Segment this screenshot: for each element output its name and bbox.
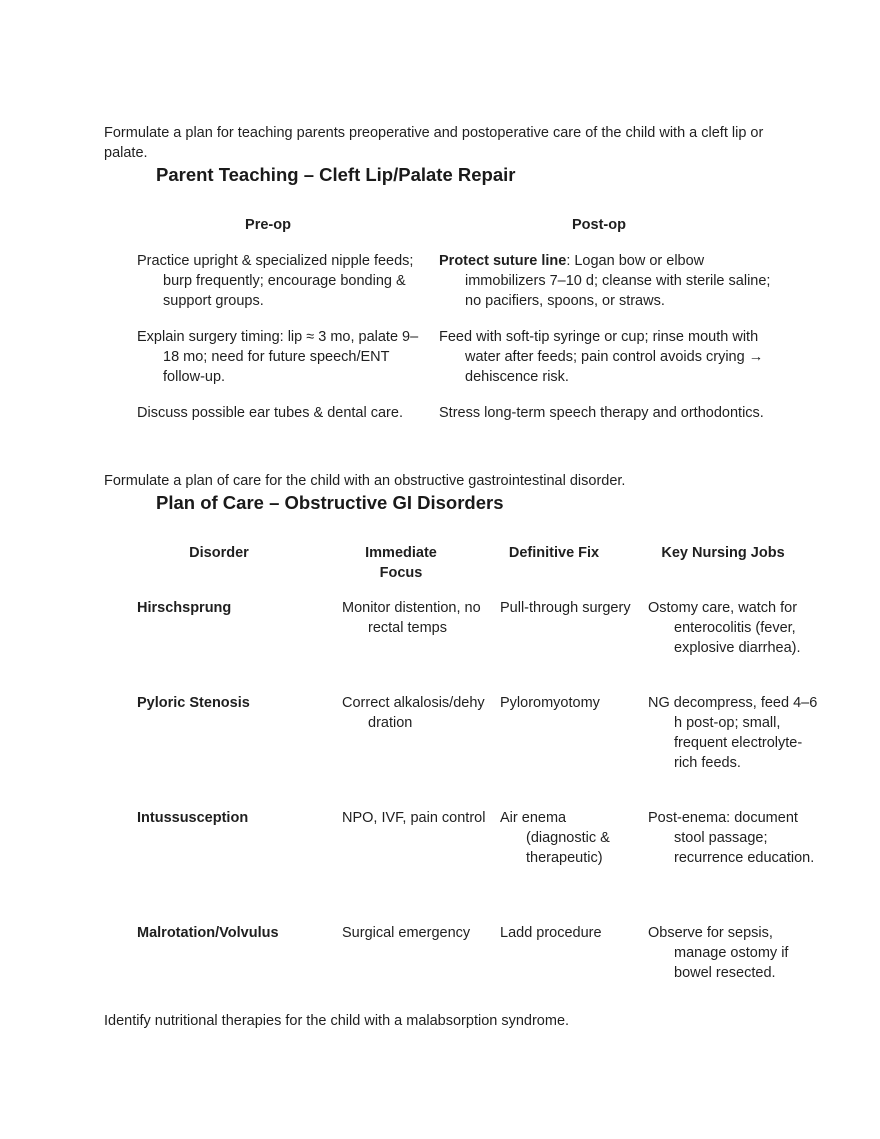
disorder-name: Intussusception (137, 810, 249, 826)
immediate-focus-cell: Monitor distention, no rectal temps (342, 600, 481, 636)
definitive-fix-cell: Ladd procedure (500, 925, 602, 941)
cleft-heading: Parent Teaching – Cleft Lip/Palate Repair (156, 164, 516, 185)
col-header-definitive: Definitive Fix (508, 545, 600, 561)
postop-cell: Stress long-term speech therapy and orthodontics. (439, 405, 764, 421)
definitive-fix-cell: Pull-through surgery (500, 600, 631, 616)
nursing-jobs-cell: Ostomy care, watch for enterocolitis (fever, explosive diarrhea). (648, 600, 801, 656)
immediate-focus-cell: Correct alkalosis/dehydration (342, 695, 485, 731)
disorder-name: Hirschsprung (137, 600, 232, 616)
objective-gi: Formulate a plan of care for the child with an obstructive gastrointestinal disorder. (104, 473, 626, 489)
nursing-jobs-cell: NG decompress, feed 4–6 h post-op; small, frequent electrolyte-rich feeds. (648, 695, 818, 771)
objective-malabsorption: Identify nutritional therapies for the child with a malabsorption syndrome. (104, 1013, 570, 1029)
immediate-focus-cell: Surgical emergency (342, 925, 471, 941)
gi-heading: Plan of Care – Obstructive GI Disorders (156, 492, 504, 513)
col-header-preop: Pre-op (245, 217, 291, 233)
col-header-immediate: Immediate Focus (365, 545, 437, 581)
nursing-jobs-cell: Observe for sepsis, manage ostomy if bowel resected. (648, 925, 789, 981)
objective-cleft: Formulate a plan for teaching parents preoperative and postoperative care of the child with a cleft lip or palate. (104, 125, 764, 161)
postop-text: : Logan bow or elbow immobilizers 7–10 d; cleanse with sterile saline; no pacifiers, spoons, or straws. (465, 253, 771, 309)
nursing-jobs-cell: Post-enema: document stool passage; recurrence education. (648, 810, 815, 866)
preop-cell: Discuss possible ear tubes & dental care. (137, 405, 403, 421)
preop-cell: Practice upright & specialized nipple feeds; burp frequently; encourage bonding & support groups. (137, 253, 414, 309)
definitive-fix-cell: Air enema (diagnostic & therapeutic) (500, 810, 610, 866)
immediate-focus-cell: NPO, IVF, pain control (342, 810, 486, 826)
col-header-disorder: Disorder (189, 545, 249, 561)
definitive-fix-cell: Pyloromyotomy (500, 695, 600, 711)
postop-emphasis: Protect suture line (439, 253, 567, 269)
col-header-nursing: Key Nursing Jobs (661, 545, 785, 561)
postop-cell: Feed with soft-tip syringe or cup; rinse mouth with water after feeds; pain control avoids crying → dehiscence risk. (439, 329, 764, 385)
disorder-name: Malrotation/Volvulus (137, 925, 279, 941)
col-header-postop: Post-op (572, 217, 626, 233)
postop-cell (439, 251, 785, 311)
disorder-name: Pyloric Stenosis (137, 695, 250, 711)
preop-cell: Explain surgery timing: lip ≈ 3 mo, palate 9–18 mo; need for future speech/ENT follow-up. (137, 329, 419, 385)
